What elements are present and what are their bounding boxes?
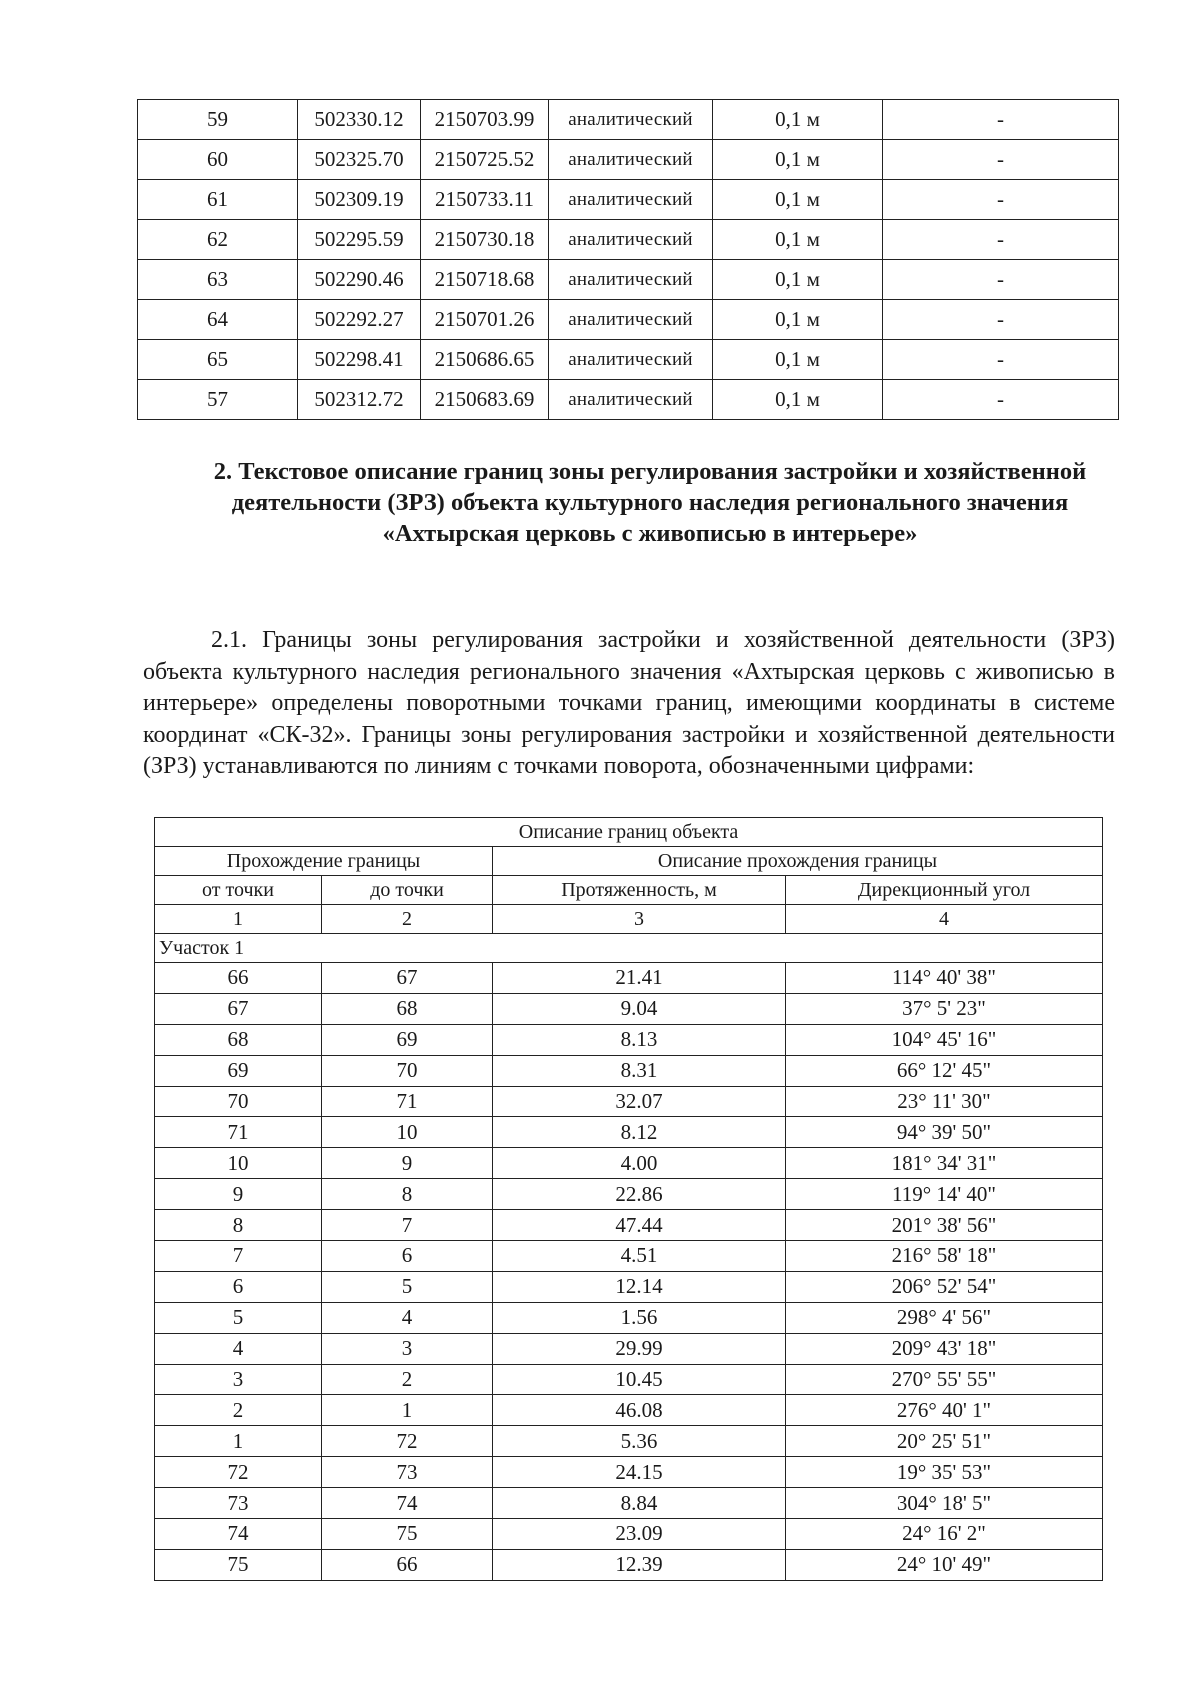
boundary-row: [155, 1179, 1103, 1210]
method-cell: аналитический: [549, 180, 713, 220]
y-coordinate-cell: 2150703.99: [421, 100, 549, 140]
length-cell: 8.12: [493, 1117, 786, 1148]
col-number: 3: [493, 905, 786, 934]
boundary-row: [155, 1055, 1103, 1086]
x-coordinate-cell: 502298.41: [298, 340, 421, 380]
angle-cell: 24° 10' 49": [786, 1549, 1103, 1580]
x-coordinate-cell: 502292.27: [298, 300, 421, 340]
note-cell: -: [883, 180, 1119, 220]
length-cell: 1.56: [493, 1302, 786, 1333]
accuracy-cell: 0,1 м: [713, 140, 883, 180]
y-coordinate-cell: 2150701.26: [421, 300, 549, 340]
x-coordinate-cell: 502290.46: [298, 260, 421, 300]
coordinate-row: [138, 140, 1119, 180]
length-cell: 4.51: [493, 1241, 786, 1272]
method-cell: аналитический: [549, 140, 713, 180]
angle-cell: 114° 40' 38": [786, 963, 1103, 994]
boundary-row: [155, 1333, 1103, 1364]
length-cell: 8.84: [493, 1488, 786, 1519]
to-point-cell: 2: [322, 1364, 493, 1395]
method-cell: аналитический: [549, 220, 713, 260]
length-cell: 29.99: [493, 1333, 786, 1364]
col-header-length: Протяженность, м: [493, 876, 786, 905]
method-cell: аналитический: [549, 260, 713, 300]
boundary-row: [155, 1519, 1103, 1550]
from-point-cell: 2: [155, 1395, 322, 1426]
point-cell: 57: [138, 380, 298, 420]
point-cell: 61: [138, 180, 298, 220]
angle-cell: 270° 55' 55": [786, 1364, 1103, 1395]
angle-cell: 206° 52' 54": [786, 1271, 1103, 1302]
from-point-cell: 1: [155, 1426, 322, 1457]
from-point-cell: 5: [155, 1302, 322, 1333]
from-point-cell: 8: [155, 1210, 322, 1241]
angle-cell: 37° 5' 23": [786, 993, 1103, 1024]
to-point-cell: 68: [322, 993, 493, 1024]
boundary-row: [155, 1426, 1103, 1457]
angle-cell: 66° 12' 45": [786, 1055, 1103, 1086]
angle-cell: 298° 4' 56": [786, 1302, 1103, 1333]
angle-cell: 201° 38' 56": [786, 1210, 1103, 1241]
from-point-cell: 9: [155, 1179, 322, 1210]
note-cell: -: [883, 140, 1119, 180]
to-point-cell: 71: [322, 1086, 493, 1117]
boundary-table: [154, 817, 1103, 1581]
note-cell: -: [883, 100, 1119, 140]
method-cell: аналитический: [549, 100, 713, 140]
accuracy-cell: 0,1 м: [713, 100, 883, 140]
method-cell: аналитический: [549, 300, 713, 340]
angle-cell: 19° 35' 53": [786, 1457, 1103, 1488]
to-point-cell: 73: [322, 1457, 493, 1488]
to-point-cell: 8: [322, 1179, 493, 1210]
length-cell: 22.86: [493, 1179, 786, 1210]
length-cell: 8.31: [493, 1055, 786, 1086]
col-header-to: до точки: [322, 876, 493, 905]
y-coordinate-cell: 2150686.65: [421, 340, 549, 380]
x-coordinate-cell: 502309.19: [298, 180, 421, 220]
y-coordinate-cell: 2150683.69: [421, 380, 549, 420]
to-point-cell: 9: [322, 1148, 493, 1179]
from-point-cell: 74: [155, 1519, 322, 1550]
to-point-cell: 1: [322, 1395, 493, 1426]
coordinate-row: [138, 340, 1119, 380]
length-cell: 12.39: [493, 1549, 786, 1580]
boundary-row: [155, 1302, 1103, 1333]
boundary-row: [155, 1271, 1103, 1302]
coordinate-table: [137, 99, 1119, 420]
group-header-description: Описание прохождения границы: [493, 847, 1103, 876]
accuracy-cell: 0,1 м: [713, 180, 883, 220]
method-cell: аналитический: [549, 380, 713, 420]
point-cell: 60: [138, 140, 298, 180]
to-point-cell: 5: [322, 1271, 493, 1302]
length-cell: 21.41: [493, 963, 786, 994]
length-cell: 32.07: [493, 1086, 786, 1117]
boundary-row: [155, 1488, 1103, 1519]
angle-cell: 20° 25' 51": [786, 1426, 1103, 1457]
angle-cell: 119° 14' 40": [786, 1179, 1103, 1210]
angle-cell: 209° 43' 18": [786, 1333, 1103, 1364]
y-coordinate-cell: 2150733.11: [421, 180, 549, 220]
to-point-cell: 3: [322, 1333, 493, 1364]
length-cell: 23.09: [493, 1519, 786, 1550]
boundary-row: [155, 1364, 1103, 1395]
point-cell: 64: [138, 300, 298, 340]
angle-cell: 181° 34' 31": [786, 1148, 1103, 1179]
x-coordinate-cell: 502295.59: [298, 220, 421, 260]
boundary-table-title: Описание границ объекта: [155, 818, 1103, 847]
to-point-cell: 6: [322, 1241, 493, 1272]
to-point-cell: 75: [322, 1519, 493, 1550]
col-number: 1: [155, 905, 322, 934]
boundary-row: [155, 1241, 1103, 1272]
note-cell: -: [883, 260, 1119, 300]
method-cell: аналитический: [549, 340, 713, 380]
accuracy-cell: 0,1 м: [713, 340, 883, 380]
accuracy-cell: 0,1 м: [713, 220, 883, 260]
to-point-cell: 66: [322, 1549, 493, 1580]
point-cell: 63: [138, 260, 298, 300]
to-point-cell: 69: [322, 1024, 493, 1055]
accuracy-cell: 0,1 м: [713, 300, 883, 340]
accuracy-cell: 0,1 м: [713, 260, 883, 300]
coordinate-row: [138, 260, 1119, 300]
point-cell: 59: [138, 100, 298, 140]
angle-cell: 104° 45' 16": [786, 1024, 1103, 1055]
point-cell: 65: [138, 340, 298, 380]
col-header-from: от точки: [155, 876, 322, 905]
accuracy-cell: 0,1 м: [713, 380, 883, 420]
x-coordinate-cell: 502312.72: [298, 380, 421, 420]
from-point-cell: 3: [155, 1364, 322, 1395]
note-cell: -: [883, 300, 1119, 340]
from-point-cell: 75: [155, 1549, 322, 1580]
note-cell: -: [883, 380, 1119, 420]
boundary-row: [155, 1395, 1103, 1426]
coordinate-row: [138, 220, 1119, 260]
length-cell: 9.04: [493, 993, 786, 1024]
col-header-angle: Дирекционный угол: [786, 876, 1103, 905]
from-point-cell: 7: [155, 1241, 322, 1272]
to-point-cell: 10: [322, 1117, 493, 1148]
boundary-row: [155, 963, 1103, 994]
boundary-row: [155, 1086, 1103, 1117]
from-point-cell: 70: [155, 1086, 322, 1117]
coordinate-row: [138, 380, 1119, 420]
boundary-row: [155, 993, 1103, 1024]
to-point-cell: 70: [322, 1055, 493, 1086]
boundary-row: [155, 1210, 1103, 1241]
y-coordinate-cell: 2150730.18: [421, 220, 549, 260]
boundary-row: [155, 1024, 1103, 1055]
intro-paragraph: 2.1. Границы зоны регулирования застройки и хозяйственной деятельности (ЗРЗ) объекта культурного наследия регионального значения «Ахтырская церковь с живописью в интерьере» определены поворотными точками границ, имеющими координаты в системе координат «СК-32». Границы зоны регулирования застройки и хозяйственной деятельности (ЗРЗ) устанавливаются по линиям с точками поворота, обозначенными цифрами:: [143, 627, 1115, 779]
col-number: 2: [322, 905, 493, 934]
length-cell: 47.44: [493, 1210, 786, 1241]
angle-cell: 23° 11' 30": [786, 1086, 1103, 1117]
point-cell: 62: [138, 220, 298, 260]
to-point-cell: 67: [322, 963, 493, 994]
y-coordinate-cell: 2150725.52: [421, 140, 549, 180]
from-point-cell: 6: [155, 1271, 322, 1302]
to-point-cell: 72: [322, 1426, 493, 1457]
to-point-cell: 4: [322, 1302, 493, 1333]
from-point-cell: 67: [155, 993, 322, 1024]
note-cell: -: [883, 220, 1119, 260]
coordinate-row: [138, 100, 1119, 140]
length-cell: 10.45: [493, 1364, 786, 1395]
boundary-row: [155, 1457, 1103, 1488]
to-point-cell: 7: [322, 1210, 493, 1241]
group-header-passage: Прохождение границы: [155, 847, 493, 876]
coordinate-row: [138, 180, 1119, 220]
boundary-row: [155, 1549, 1103, 1580]
from-point-cell: 72: [155, 1457, 322, 1488]
length-cell: 12.14: [493, 1271, 786, 1302]
angle-cell: 94° 39' 50": [786, 1117, 1103, 1148]
length-cell: 46.08: [493, 1395, 786, 1426]
length-cell: 4.00: [493, 1148, 786, 1179]
from-point-cell: 68: [155, 1024, 322, 1055]
section-heading: 2. Текстовое описание границ зоны регулирования застройки и хозяйственной деятельности (ЗРЗ) объекта культурного наследия регионального значения «Ахтырская церковь с живописью в интерьере»: [213, 458, 1087, 547]
x-coordinate-cell: 502325.70: [298, 140, 421, 180]
from-point-cell: 10: [155, 1148, 322, 1179]
section-label: Участок 1: [155, 934, 1103, 963]
from-point-cell: 71: [155, 1117, 322, 1148]
boundary-row: [155, 1148, 1103, 1179]
y-coordinate-cell: 2150718.68: [421, 260, 549, 300]
note-cell: -: [883, 340, 1119, 380]
angle-cell: 304° 18' 5": [786, 1488, 1103, 1519]
angle-cell: 216° 58' 18": [786, 1241, 1103, 1272]
coordinate-row: [138, 300, 1119, 340]
col-number: 4: [786, 905, 1103, 934]
length-cell: 5.36: [493, 1426, 786, 1457]
from-point-cell: 69: [155, 1055, 322, 1086]
to-point-cell: 74: [322, 1488, 493, 1519]
x-coordinate-cell: 502330.12: [298, 100, 421, 140]
from-point-cell: 4: [155, 1333, 322, 1364]
length-cell: 24.15: [493, 1457, 786, 1488]
length-cell: 8.13: [493, 1024, 786, 1055]
angle-cell: 276° 40' 1": [786, 1395, 1103, 1426]
from-point-cell: 66: [155, 963, 322, 994]
boundary-row: [155, 1117, 1103, 1148]
angle-cell: 24° 16' 2": [786, 1519, 1103, 1550]
from-point-cell: 73: [155, 1488, 322, 1519]
